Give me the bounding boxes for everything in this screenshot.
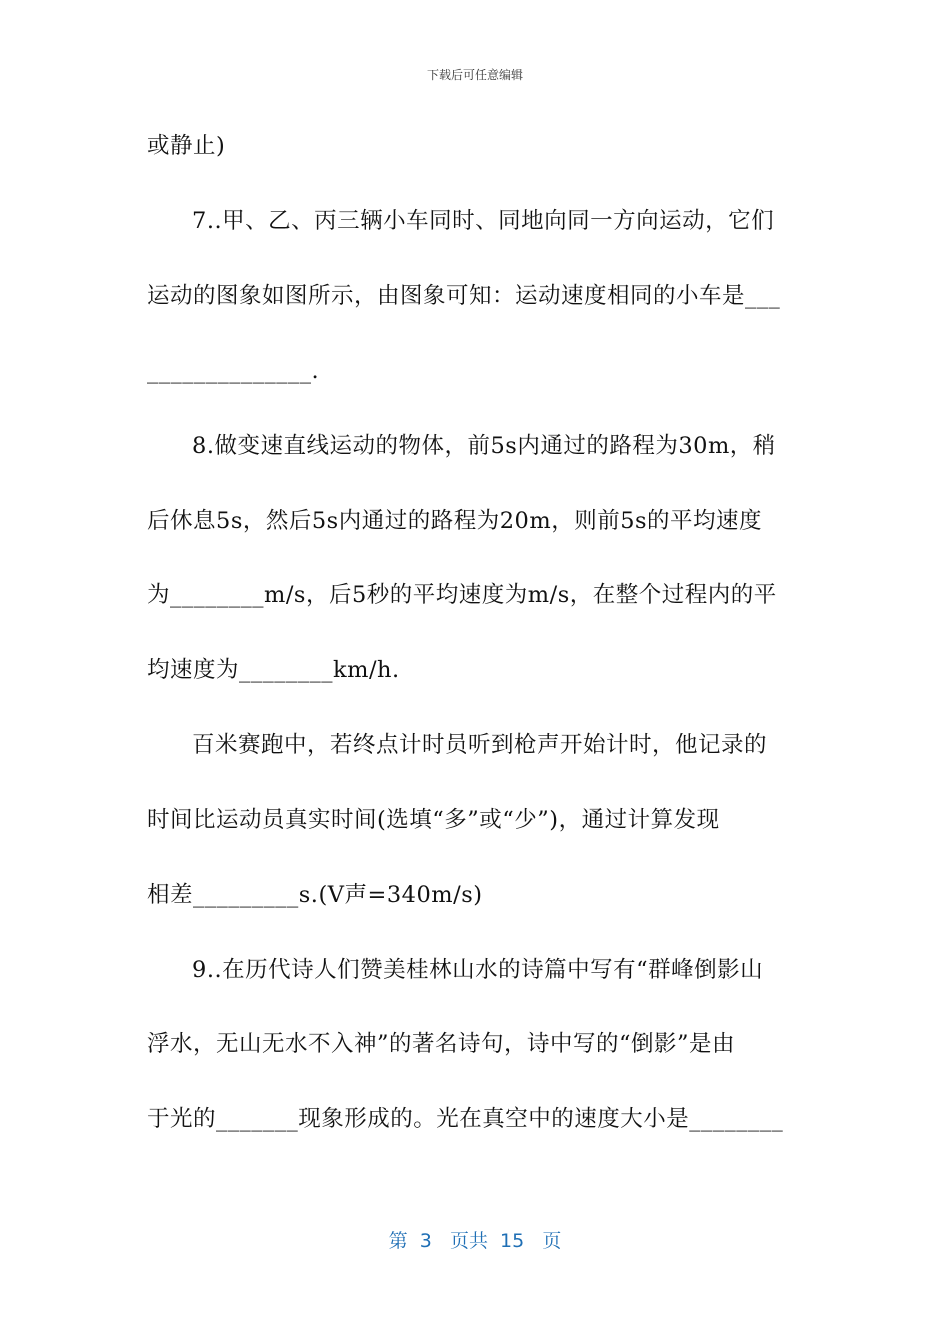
question-7-line-3: ______________. (147, 358, 320, 384)
sprint-question-line-3: 相差_________s.(V声=340m/s) (147, 882, 483, 908)
page-footer: 第 3 页共 15 页 (388, 1230, 562, 1252)
question-8-line-3: 为________m/s，后5秒的平均速度为m/s，在整个过程内的平 (147, 582, 777, 608)
question-9-line-3: 于光的_______现象形成的。光在真空中的速度大小是________ (147, 1106, 784, 1132)
question-9-line-2: 浮水，无山无水不入神”的著名诗句，诗中写的“倒影”是由 (147, 1031, 736, 1057)
question-8-line-4: 均速度为________km/h. (147, 657, 400, 683)
page-header: 下载后可任意编辑 (426, 68, 523, 82)
question-8-line-1: 8.做变速直线运动的物体，前5s内通过的路程为30m，稍 (192, 433, 776, 459)
question-9-line-1: 9..在历代诗人们赞美桂林山水的诗篇中写有“群峰倒影山 (192, 957, 764, 983)
sprint-question-line-2: 时间比运动员真实时间(选填“多”或“少”)，通过计算发现 (147, 807, 720, 833)
sprint-question-line-1: 百米赛跑中，若终点计时员听到枪声开始计时，他记录的 (192, 732, 768, 758)
question-8-line-2: 后休息5s，然后5s内通过的路程为20m，则前5s的平均速度 (147, 508, 763, 534)
text-line-1: 或静止) (147, 133, 226, 159)
question-7-line-1: 7..甲、乙、丙三辆小车同时、同地向同一方向运动，它们 (192, 208, 775, 234)
question-7-line-2: 运动的图象如图所示，由图象可知：运动速度相同的小车是___ (147, 283, 781, 309)
